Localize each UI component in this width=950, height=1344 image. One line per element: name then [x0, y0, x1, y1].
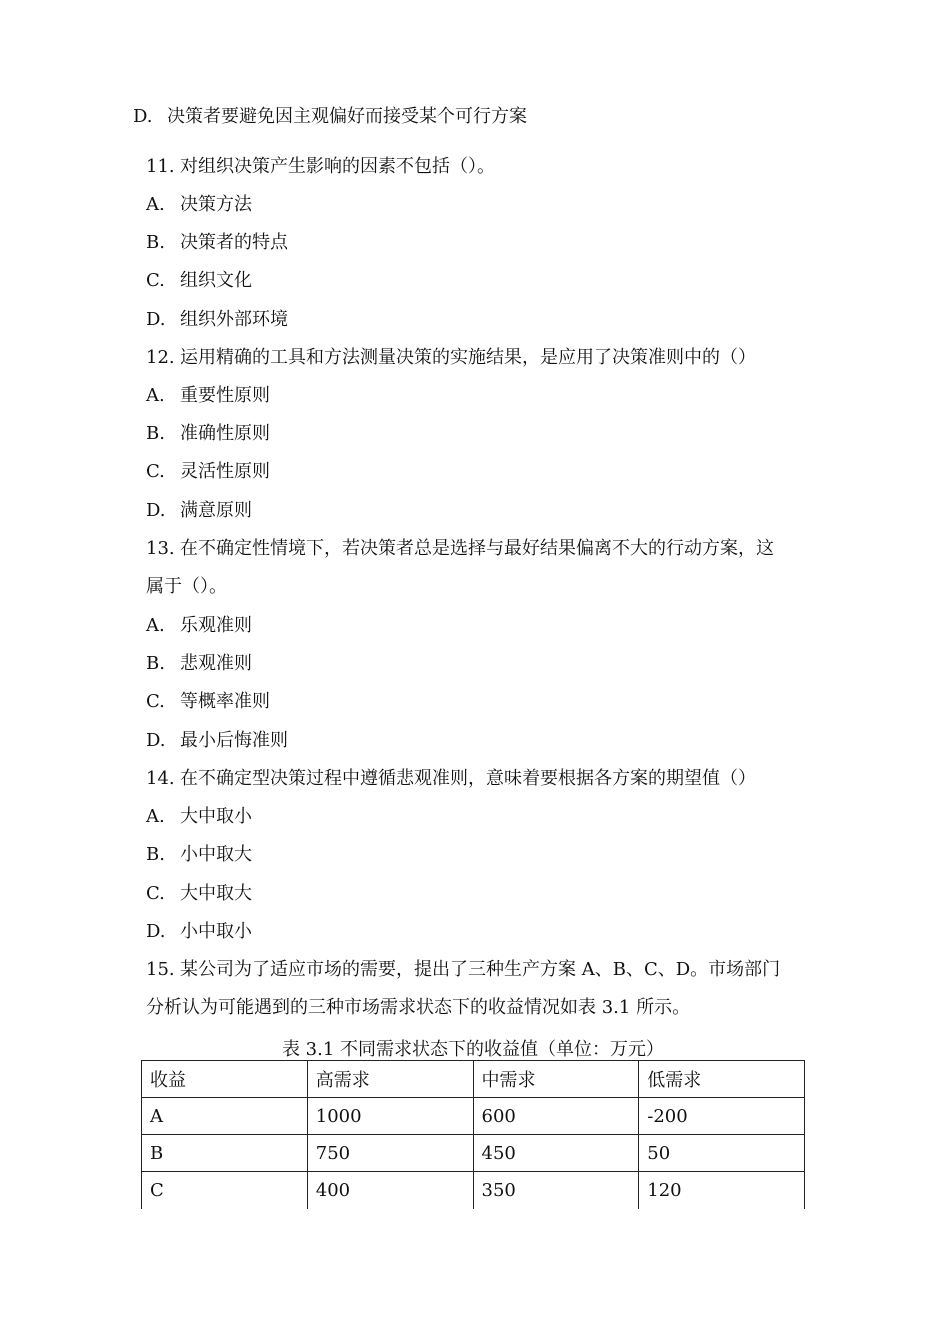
table-caption: 表 3.1 不同需求状态下的收益值（单位：万元） [281, 1039, 665, 1060]
table-row [142, 1098, 805, 1135]
payoff-table [141, 1060, 805, 1209]
option-text: 大中取大 [180, 883, 252, 904]
option-text: 决策者要避免因主观偏好而接受某个可行方案 [167, 106, 527, 127]
option-label: C. [146, 883, 165, 904]
question-11-stem [146, 155, 495, 179]
option-text: 组织文化 [180, 270, 252, 291]
option-line [146, 460, 270, 484]
option-label: D. [133, 106, 153, 127]
table-cell: 750 [307, 1135, 473, 1172]
option-label: A. [146, 806, 165, 827]
option-text: 最小后悔准则 [180, 730, 288, 751]
table-cell: 1000 [307, 1098, 473, 1135]
question-number: 11. [146, 156, 175, 177]
option-text: 决策方法 [180, 194, 252, 215]
table-cell: 120 [639, 1172, 805, 1209]
question-15-stem [146, 958, 780, 982]
option-label: A. [146, 194, 165, 215]
question-13-stem [146, 537, 774, 561]
option-line [146, 193, 252, 217]
table-cell: 50 [639, 1135, 805, 1172]
option-line [146, 422, 270, 446]
option-line [146, 231, 288, 255]
option-line [146, 308, 288, 332]
question-text: 在不确定性情境下，若决策者总是选择与最好结果偏离不大的行动方案，这 [180, 538, 774, 559]
option-text: 满意原则 [180, 500, 252, 521]
table-cell: A [142, 1098, 308, 1135]
option-line [146, 729, 288, 753]
table-cell: 400 [307, 1172, 473, 1209]
table-cell: C [142, 1172, 308, 1209]
option-label: D. [146, 921, 166, 942]
option-label: D. [146, 309, 166, 330]
option-label: B. [146, 423, 165, 444]
table-cell: 450 [473, 1135, 639, 1172]
question-14-stem [146, 767, 756, 791]
table-header-cell: 高需求 [307, 1061, 473, 1098]
question-text: 对组织决策产生影响的因素不包括（）。 [180, 156, 495, 177]
question-13-stem-cont [146, 575, 227, 599]
table-header-cell: 低需求 [639, 1061, 805, 1098]
option-line [146, 614, 252, 638]
option-line [146, 805, 252, 829]
table-header-cell: 中需求 [473, 1061, 639, 1098]
question-text: 某公司为了适应市场的需要，提出了三种生产方案 A、B、C、D。市场部门 [180, 959, 781, 980]
option-line [146, 920, 252, 944]
option-text: 决策者的特点 [180, 232, 288, 253]
option-text: 悲观准则 [180, 653, 252, 674]
question-number: 14. [146, 768, 175, 789]
option-text: 小中取小 [180, 921, 252, 942]
question-number: 12. [146, 347, 175, 368]
option-line [146, 499, 252, 523]
option-line [146, 652, 252, 676]
option-label: D. [146, 500, 166, 521]
option-label: C. [146, 461, 165, 482]
option-label: A. [146, 385, 165, 406]
question-number: 13. [146, 538, 175, 559]
option-text: 等概率准则 [180, 691, 270, 712]
question-text: 运用精确的工具和方法测量决策的实施结果，是应用了决策准则中的（） [180, 347, 756, 368]
option-text: 灵活性原则 [180, 461, 270, 482]
option-line [133, 105, 527, 129]
table-cell: 600 [473, 1098, 639, 1135]
option-label: D. [146, 730, 166, 751]
option-text: 重要性原则 [180, 385, 270, 406]
option-text: 小中取大 [180, 844, 252, 865]
option-label: B. [146, 844, 165, 865]
table-row [142, 1172, 805, 1209]
option-line [146, 690, 270, 714]
table-cell: 350 [473, 1172, 639, 1209]
question-text: 在不确定型决策过程中遵循悲观准则，意味着要根据各方案的期望值（） [180, 768, 756, 789]
option-line [146, 384, 270, 408]
option-label: B. [146, 232, 165, 253]
question-number: 15. [146, 959, 175, 980]
option-label: C. [146, 691, 165, 712]
table-row [142, 1135, 805, 1172]
table-cell: B [142, 1135, 308, 1172]
option-text: 乐观准则 [180, 615, 252, 636]
option-text: 准确性原则 [180, 423, 270, 444]
question-12-stem [146, 346, 756, 370]
option-line [146, 269, 252, 293]
option-label: C. [146, 270, 165, 291]
table-cell: -200 [639, 1098, 805, 1135]
table-header-row [142, 1061, 805, 1098]
option-line [146, 882, 252, 906]
question-15-stem-cont [146, 996, 690, 1020]
option-label: B. [146, 653, 165, 674]
question-text: 属于（）。 [146, 576, 227, 597]
table-header-cell: 收益 [142, 1061, 308, 1098]
option-line [146, 843, 252, 867]
option-text: 大中取小 [180, 806, 252, 827]
option-label: A. [146, 615, 165, 636]
question-text: 分析认为可能遇到的三种市场需求状态下的收益情况如表 3.1 所示。 [146, 997, 691, 1018]
option-text: 组织外部环境 [180, 309, 288, 330]
